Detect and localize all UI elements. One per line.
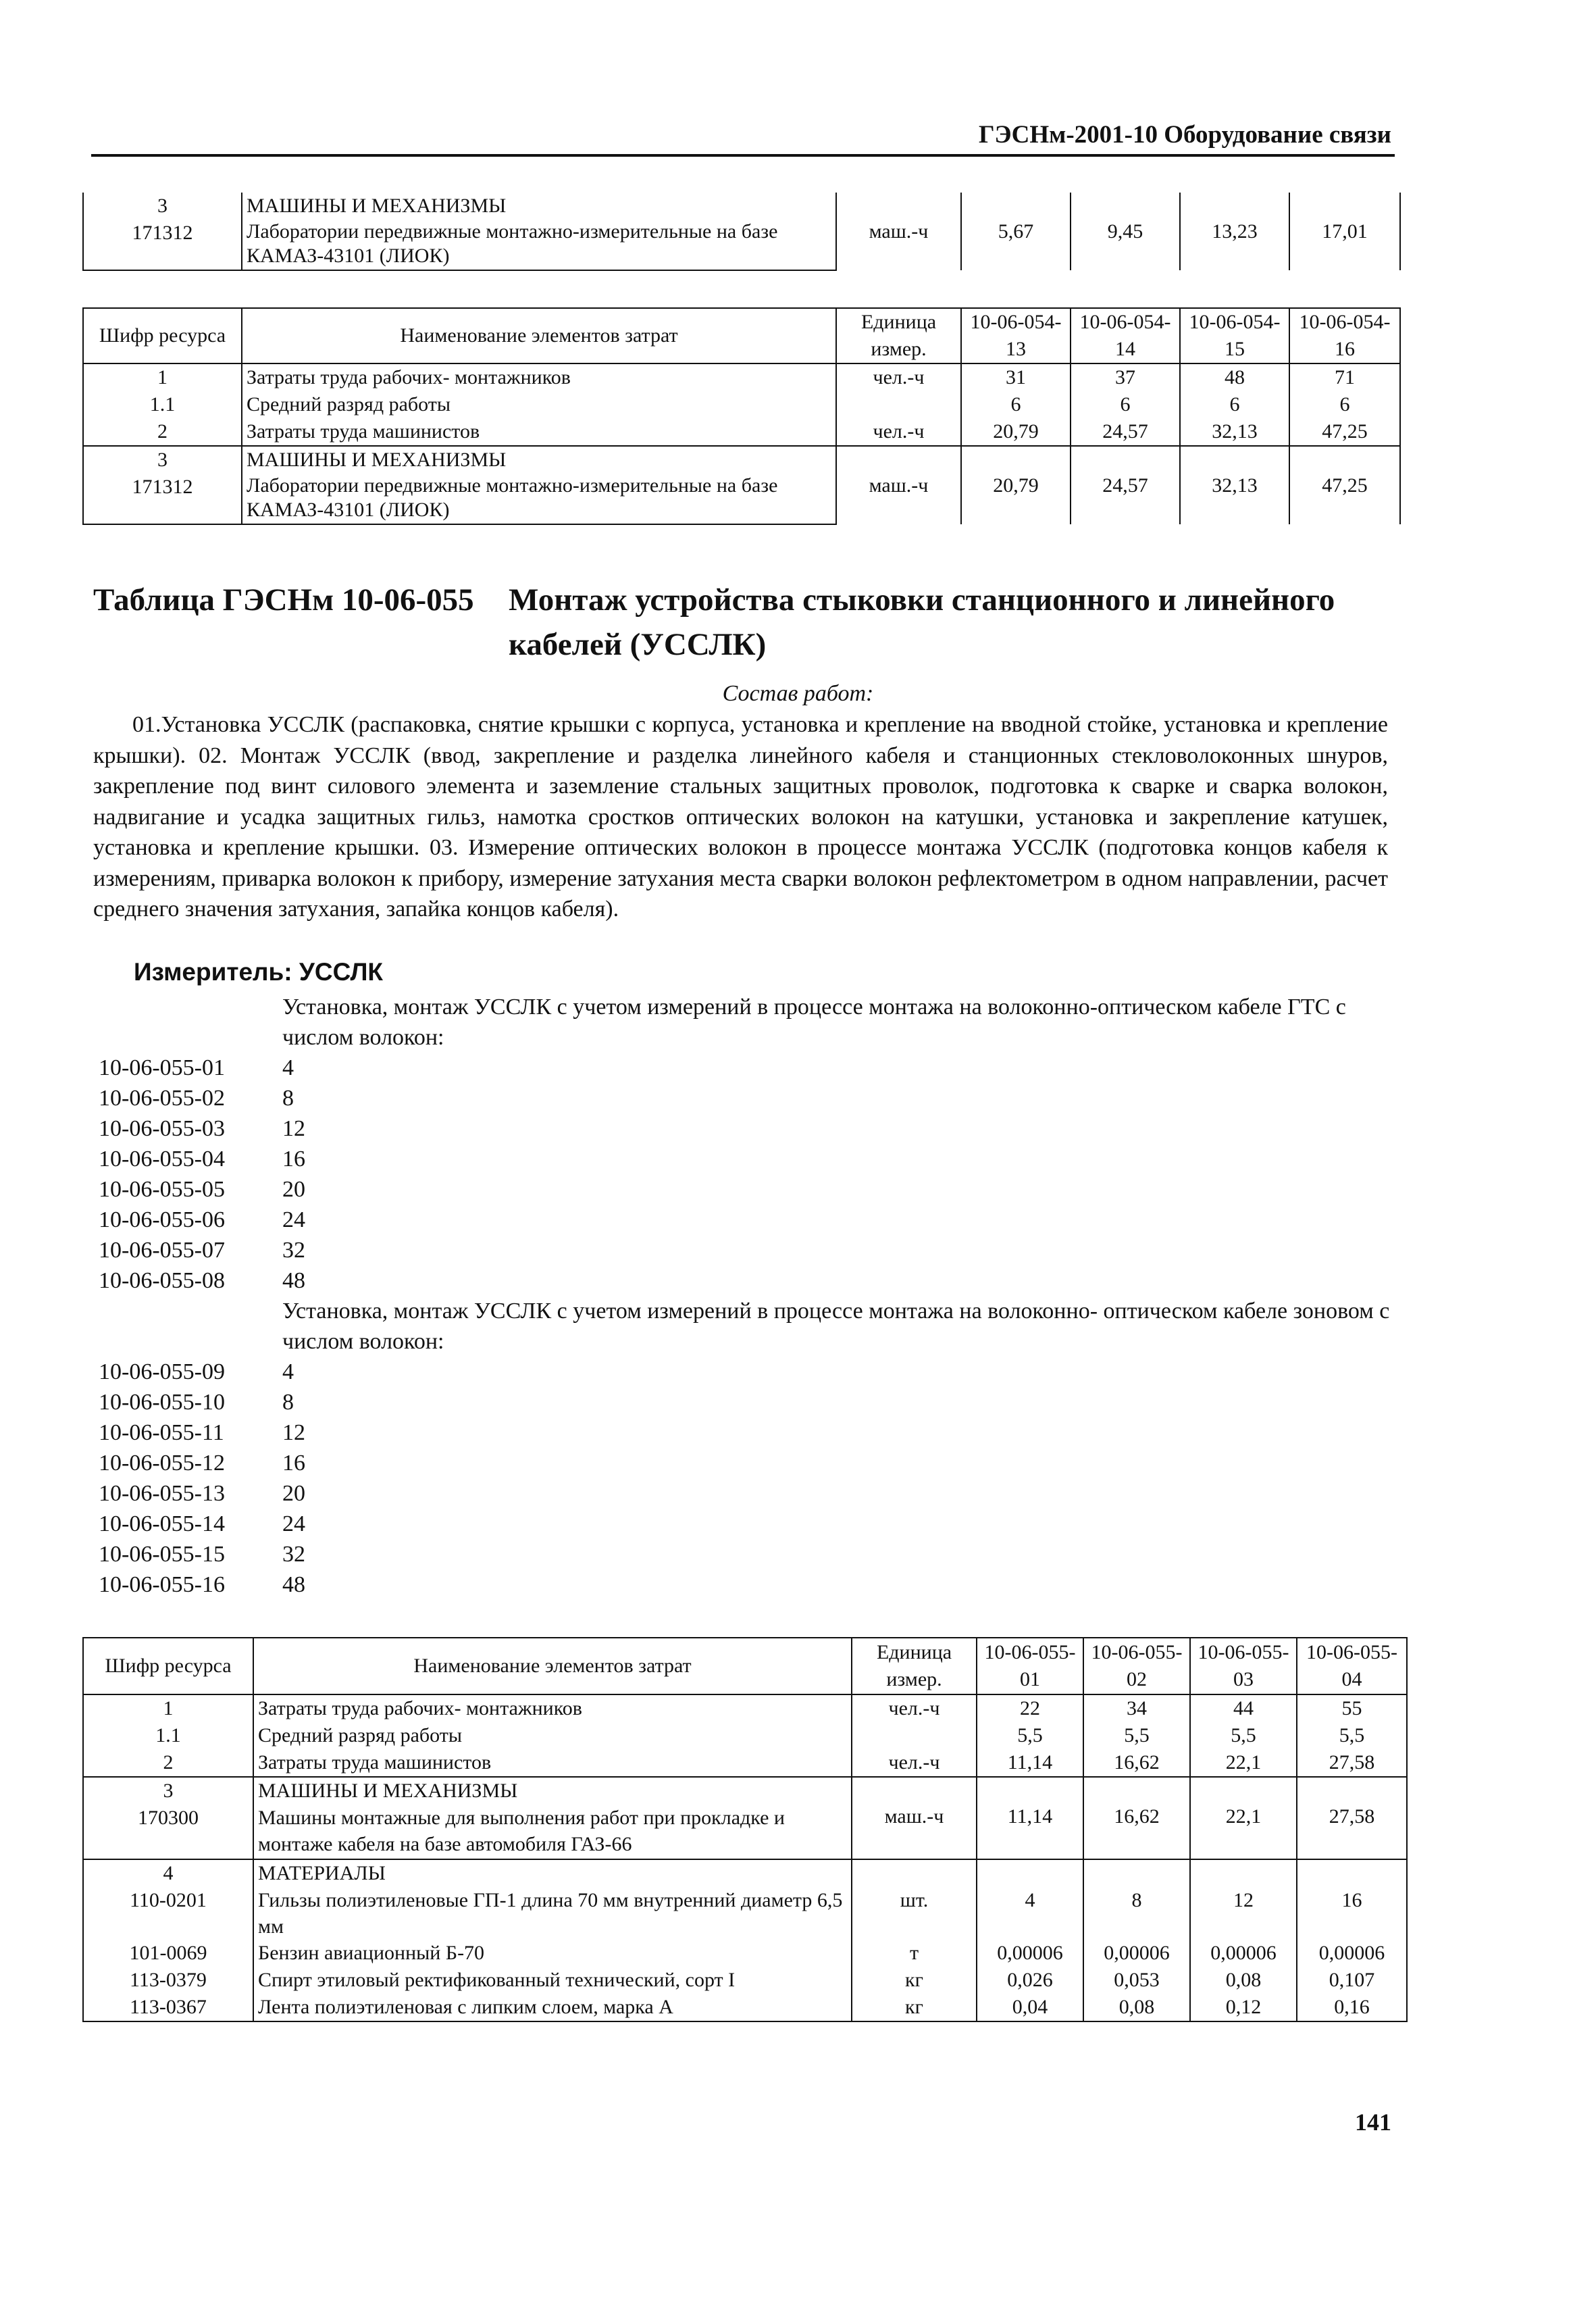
norm-code: 10-06-055-04 (99, 1147, 225, 1172)
resource-code: 171312 (83, 220, 242, 270)
table-row (83, 446, 1400, 474)
table-title-line1: Монтаж устройства стыковки станционного и линейного (509, 582, 1335, 618)
group2-code-list (99, 1357, 305, 1600)
group2-description: Установка, монтаж УССЛК с учетом измерений в процессе монтажа на волоконно- оптическом кабеле зоновом с числом волокон: (282, 1299, 1390, 1354)
table-row (83, 1887, 1407, 1940)
value-cell: 0,107 (1297, 1967, 1407, 1994)
table-row (83, 363, 1400, 391)
cost-element-name: МАШИНЫ И МЕХАНИЗМЫ (253, 1777, 852, 1805)
value-cell: 17,01 (1289, 193, 1400, 270)
norm-code: 10-06-055-11 (99, 1420, 224, 1445)
cost-element-name: Спирт этиловый ректификованный технический, сорт I (253, 1967, 852, 1994)
works-text: 01.Установка УССЛК (распаковка, снятие крышки с корпуса, установка и крепление на вводной стойке, установка и крепление крышки). 02. Монтаж УССЛК (ввод, закрепление и разделка линейного кабеля и станционных стекловолоконных шнуров, закрепление под винт силового элемента и заземление стальных защитных проволок, подготовка к сварке и сварка волокон, надвигание и усадка защитных гильз, намотка сростков оптических волокон на катушки, установка и закрепление катушек, установка и крепление крышки. 03. Измерение оптических волокон в процессе монтажа УССЛК (подготовка концов кабеля к измерениям, приварка волокон к прибору, измерение затухания места сварки волокон рефлектометром в одном направлении, расчет среднего значения затухания, запайка концов кабеля). (93, 712, 1388, 922)
header-code: Шифр ресурса (83, 308, 242, 363)
norm-code: 10-06-055-03 (99, 1116, 225, 1141)
resource-code: 2 (83, 418, 242, 446)
norm-code: 10-06-055-07 (99, 1238, 225, 1263)
value-cell: 55 (1297, 1694, 1407, 1722)
meter-label: Измеритель: УССЛК (134, 958, 383, 986)
list-item (99, 1417, 305, 1448)
value-cell: 0,026 (977, 1967, 1083, 1994)
unit-cell: маш.-ч (852, 1777, 977, 1859)
cost-element-name: Затраты труда машинистов (253, 1749, 852, 1777)
cost-element-name: Машины монтажные для выполнения работ при прокладке и монтаже кабеля на базе автомобиля ГАЗ-66 (253, 1805, 852, 1859)
resource-code: 110-0201 (83, 1887, 253, 1940)
unit-cell: чел.-ч (836, 418, 961, 446)
table-row (83, 1777, 1407, 1805)
cost-element-name: Средний разряд работы (242, 391, 836, 418)
value-cell: 27,58 (1297, 1749, 1407, 1777)
cost-element-name: Гильзы полиэтиленовые ГП-1 длина 70 мм внутренний диаметр 6,5 мм (253, 1887, 852, 1940)
unit-cell (836, 391, 961, 418)
group1-code-list (99, 1053, 305, 1296)
cost-element-name: Затраты труда рабочих- монтажников (242, 363, 836, 391)
value-cell: 0,16 (1297, 1994, 1407, 2021)
list-item (99, 1083, 305, 1113)
header-col: 10-06-055-04 (1297, 1638, 1407, 1694)
resource-code: 2 (83, 1749, 253, 1777)
value-cell: 6 (1180, 391, 1289, 418)
value-cell (977, 1859, 1083, 1887)
unit-cell: чел.-ч (852, 1694, 977, 1722)
header-col: 10-06-055-01 (977, 1638, 1083, 1694)
resource-code: 1.1 (83, 391, 242, 418)
value-cell: 5,5 (1190, 1722, 1297, 1749)
value-cell: 0,04 (977, 1994, 1083, 2021)
value-cell: 0,08 (1083, 1994, 1190, 2021)
value-cell: 22,1 (1190, 1777, 1297, 1859)
value-cell: 16,62 (1083, 1777, 1190, 1859)
value-cell: 12 (1190, 1887, 1297, 1940)
list-item (99, 1569, 305, 1600)
norm-code: 10-06-055-09 (99, 1359, 225, 1384)
value-cell: 22,1 (1190, 1749, 1297, 1777)
list-item (99, 1144, 305, 1174)
value-cell: 11,14 (977, 1777, 1083, 1859)
list-item (99, 1205, 305, 1235)
value-cell: 0,00006 (1190, 1940, 1297, 1967)
header-col: 10-06-054-13 (961, 308, 1071, 363)
resource-code: 171312 (83, 474, 242, 524)
table-row (83, 1940, 1407, 1967)
value-cell: 27,58 (1297, 1777, 1407, 1859)
norm-code: 10-06-055-12 (99, 1451, 225, 1476)
header-col: 10-06-054-16 (1289, 308, 1400, 363)
header-col: 10-06-055-02 (1083, 1638, 1190, 1694)
header-code: Шифр ресурса (83, 1638, 253, 1694)
norm-code: 10-06-055-05 (99, 1177, 225, 1202)
cost-table-054 (82, 307, 1401, 525)
fiber-count: 16 (282, 1451, 305, 1476)
resource-code: 1 (83, 363, 242, 391)
cost-element-name: МАТЕРИАЛЫ (253, 1859, 852, 1887)
value-cell: 4 (977, 1887, 1083, 1940)
value-cell: 20,79 (961, 418, 1071, 446)
value-cell (1083, 1859, 1190, 1887)
fiber-count: 4 (282, 1359, 294, 1384)
value-cell: 31 (961, 363, 1071, 391)
value-cell: 24,57 (1071, 446, 1180, 524)
norm-code: 10-06-055-10 (99, 1390, 225, 1415)
value-cell: 32,13 (1180, 446, 1289, 524)
fiber-count: 48 (282, 1268, 305, 1293)
fiber-count: 20 (282, 1177, 305, 1202)
unit-cell: шт. (852, 1887, 977, 1940)
table-code: Таблица ГЭСНм 10-06-055 (93, 582, 474, 618)
value-cell: 6 (1071, 391, 1180, 418)
resource-code: 3 (83, 1777, 253, 1805)
table-row (83, 1749, 1407, 1777)
table-row (83, 418, 1400, 446)
value-cell: 5,5 (1297, 1722, 1407, 1749)
continuation-table (82, 193, 1401, 271)
value-cell: 0,08 (1190, 1967, 1297, 1994)
resource-code: 3 (83, 193, 242, 220)
unit-cell (852, 1859, 977, 1887)
value-cell: 5,5 (977, 1722, 1083, 1749)
list-item (99, 1448, 305, 1478)
table-row (83, 1967, 1407, 1994)
fiber-count: 8 (282, 1086, 294, 1111)
value-cell: 5,5 (1083, 1722, 1190, 1749)
value-cell: 47,25 (1289, 446, 1400, 524)
page-number: 141 (1355, 2109, 1391, 2136)
list-item (99, 1509, 305, 1539)
cost-table-055 (82, 1637, 1408, 2022)
resource-code: 1 (83, 1694, 253, 1722)
value-cell: 34 (1083, 1694, 1190, 1722)
cost-element-name: Бензин авиационный Б-70 (253, 1940, 852, 1967)
value-cell: 6 (961, 391, 1071, 418)
table-title-line2: кабелей (УССЛК) (509, 627, 767, 662)
value-cell: 0,00006 (1297, 1940, 1407, 1967)
header-rule (91, 154, 1395, 157)
list-item (99, 1174, 305, 1205)
value-cell: 47,25 (1289, 418, 1400, 446)
norm-code: 10-06-055-16 (99, 1572, 225, 1597)
fiber-count: 24 (282, 1511, 305, 1536)
norm-code: 10-06-055-15 (99, 1542, 225, 1567)
norm-code: 10-06-055-08 (99, 1268, 225, 1293)
works-label: Состав работ: (722, 681, 874, 706)
fiber-count: 48 (282, 1572, 305, 1597)
value-cell: 8 (1083, 1887, 1190, 1940)
table-row (83, 1694, 1407, 1722)
table-header-row (83, 308, 1400, 363)
value-cell: 0,00006 (1083, 1940, 1190, 1967)
value-cell: 9,45 (1071, 193, 1180, 270)
cost-element-name: Затраты труда машинистов (242, 418, 836, 446)
works-description (93, 709, 1388, 925)
value-cell: 16,62 (1083, 1749, 1190, 1777)
value-cell: 6 (1289, 391, 1400, 418)
value-cell: 13,23 (1180, 193, 1289, 270)
list-item (99, 1478, 305, 1509)
norm-code: 10-06-055-06 (99, 1207, 225, 1232)
unit-cell: т (852, 1940, 977, 1967)
list-item (99, 1235, 305, 1265)
fiber-count: 20 (282, 1481, 305, 1506)
fiber-count: 32 (282, 1542, 305, 1567)
fiber-count: 4 (282, 1055, 294, 1080)
table-row (83, 1722, 1407, 1749)
fiber-count: 8 (282, 1390, 294, 1415)
value-cell (1190, 1859, 1297, 1887)
cost-element-name: МАШИНЫ И МЕХАНИЗМЫ (242, 193, 836, 220)
group1-description: Установка, монтаж УССЛК с учетом измерений в процессе монтажа на волоконно-оптическом кабеле ГТС с числом волокон: (282, 995, 1346, 1050)
table-title (93, 578, 1444, 667)
unit-cell: маш.-ч (836, 446, 961, 524)
list-item (99, 1265, 305, 1296)
table-row (83, 193, 1400, 220)
cost-element-name: Средний разряд работы (253, 1722, 852, 1749)
header-name: Наименование элементов затрат (253, 1638, 852, 1694)
list-item (99, 1539, 305, 1569)
unit-cell: кг (852, 1994, 977, 2021)
resource-code: 101-0069 (83, 1940, 253, 1967)
list-item (99, 1357, 305, 1387)
table-row (83, 1994, 1407, 2021)
value-cell: 44 (1190, 1694, 1297, 1722)
table-row (83, 1859, 1407, 1887)
value-cell: 11,14 (977, 1749, 1083, 1777)
value-cell: 71 (1289, 363, 1400, 391)
norm-code: 10-06-055-14 (99, 1511, 225, 1536)
unit-cell: чел.-ч (836, 363, 961, 391)
header-unit: Единица измер. (836, 308, 961, 363)
list-item (99, 1053, 305, 1083)
unit-cell (852, 1722, 977, 1749)
norm-code: 10-06-055-01 (99, 1055, 225, 1080)
cost-element-name: Лаборатории передвижные монтажно-измерительные на базе КАМАЗ-43101 (ЛИОК) (242, 474, 836, 524)
cost-element-name: Лаборатории передвижные монтажно-измерительные на базе КАМАЗ-43101 (ЛИОК) (242, 220, 836, 270)
header-col: 10-06-055-03 (1190, 1638, 1297, 1694)
value-cell: 0,00006 (977, 1940, 1083, 1967)
list-item (99, 1113, 305, 1144)
value-cell: 48 (1180, 363, 1289, 391)
header-unit: Единица измер. (852, 1638, 977, 1694)
resource-code: 170300 (83, 1805, 253, 1859)
value-cell: 5,67 (961, 193, 1071, 270)
value-cell: 0,053 (1083, 1967, 1190, 1994)
norm-code: 10-06-055-02 (99, 1086, 225, 1111)
unit-cell: чел.-ч (852, 1749, 977, 1777)
fiber-count: 24 (282, 1207, 305, 1232)
cost-element-name: Лента полиэтиленовая с липким слоем, марка А (253, 1994, 852, 2021)
value-cell: 24,57 (1071, 418, 1180, 446)
value-cell: 32,13 (1180, 418, 1289, 446)
resource-code: 113-0379 (83, 1967, 253, 1994)
fiber-count: 12 (282, 1420, 305, 1445)
header-col: 10-06-054-14 (1071, 308, 1180, 363)
norm-code: 10-06-055-13 (99, 1481, 225, 1506)
value-cell: 22 (977, 1694, 1083, 1722)
unit-cell: кг (852, 1967, 977, 1994)
list-item (99, 1387, 305, 1417)
unit-cell: маш.-ч (836, 193, 961, 270)
resource-code: 1.1 (83, 1722, 253, 1749)
value-cell: 37 (1071, 363, 1180, 391)
resource-code: 3 (83, 446, 242, 474)
running-header: ГЭСНм-2001-10 Оборудование связи (979, 121, 1391, 149)
header-name: Наименование элементов затрат (242, 308, 836, 363)
cost-element-name: МАШИНЫ И МЕХАНИЗМЫ (242, 446, 836, 474)
value-cell: 20,79 (961, 446, 1071, 524)
value-cell (1297, 1859, 1407, 1887)
fiber-count: 12 (282, 1116, 305, 1141)
value-cell: 16 (1297, 1887, 1407, 1940)
fiber-count: 32 (282, 1238, 305, 1263)
header-col: 10-06-054-15 (1180, 308, 1289, 363)
resource-code: 4 (83, 1859, 253, 1887)
table-header-row (83, 1638, 1407, 1694)
table-row (83, 391, 1400, 418)
resource-code: 113-0367 (83, 1994, 253, 2021)
cost-element-name: Затраты труда рабочих- монтажников (253, 1694, 852, 1722)
value-cell: 0,12 (1190, 1994, 1297, 2021)
fiber-count: 16 (282, 1147, 305, 1172)
